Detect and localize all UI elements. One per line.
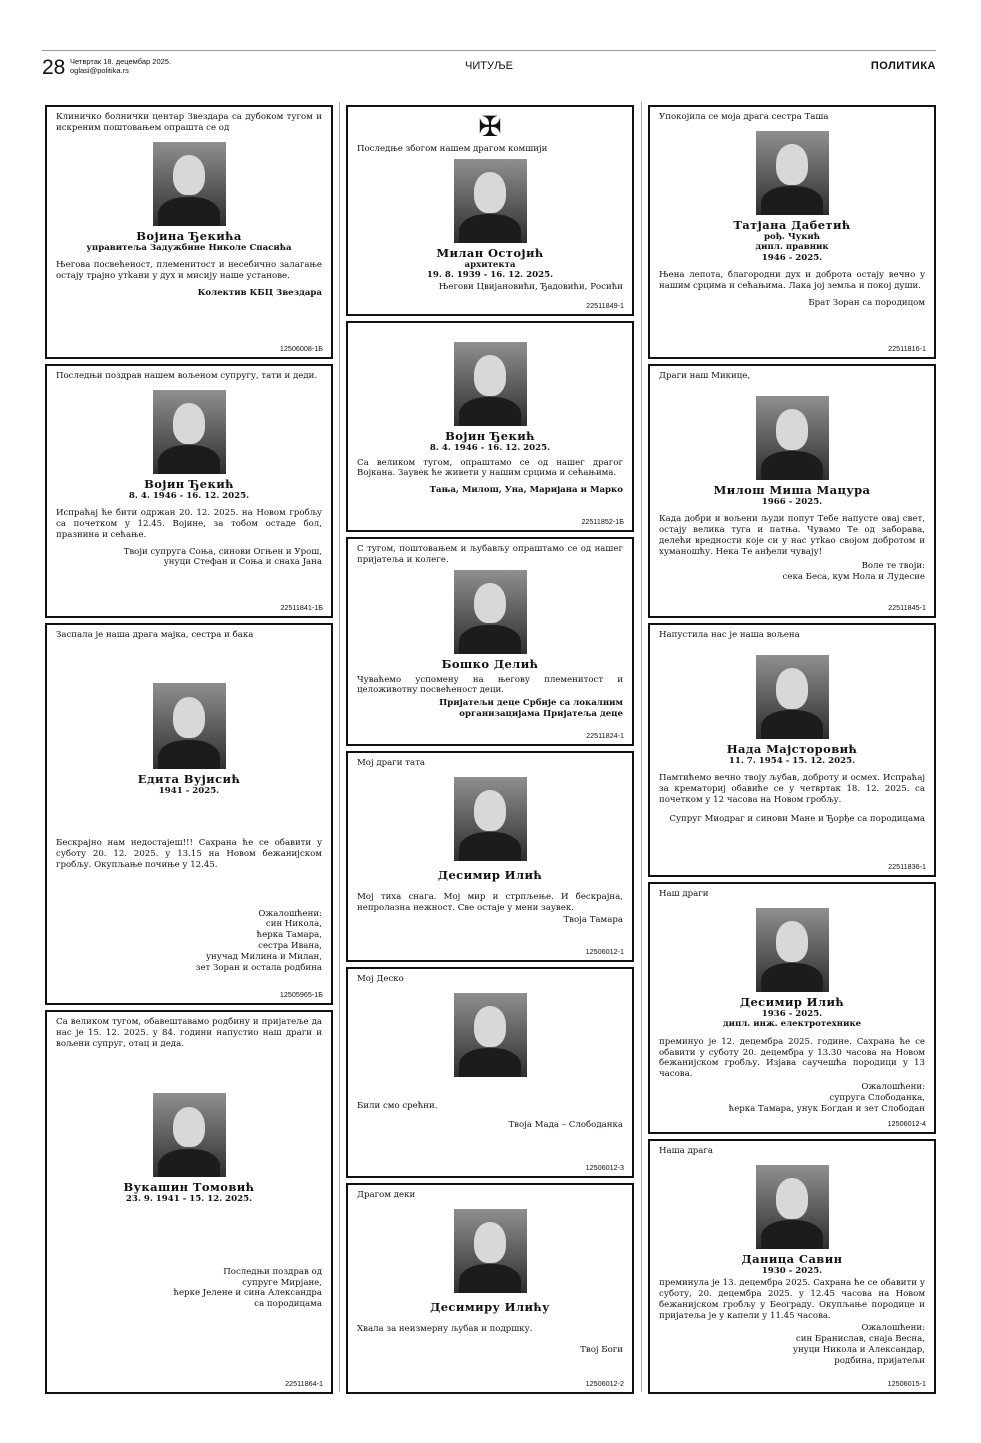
portrait-photo <box>756 1165 829 1249</box>
deceased-name: Милан Остојић <box>436 245 544 260</box>
obituary-notice <box>346 105 634 316</box>
notice-signature <box>56 547 322 569</box>
deceased-dates: 1941 - 2025. <box>158 785 220 796</box>
notice-signature <box>56 909 322 974</box>
obituary-notice <box>346 537 634 746</box>
signature-line: Твоји супруга Соња, синови Огњен и Урош, <box>123 546 322 557</box>
obituary-notice <box>648 882 936 1134</box>
notice-text: Били смо срећни. <box>357 1100 438 1111</box>
notice-text: Хвала за неизмерну љубав и подршку. <box>357 1323 533 1334</box>
deceased-dates: 1936 - 2025. <box>761 1008 823 1019</box>
notice-intro: Драгом деки <box>357 1190 416 1200</box>
ad-code: 12505965-1Б <box>279 990 323 1000</box>
notice-intro: Мој драги тата <box>357 758 426 768</box>
signature-line: Ожалошћени: <box>861 1081 925 1092</box>
notice-intro: Мој Деско <box>357 974 404 984</box>
signature-line: родбина, пријатељи <box>834 1355 925 1366</box>
deceased-dates: 1966 - 2025. <box>761 496 823 507</box>
obituary-notice <box>346 751 634 962</box>
deceased-dates: 19. 8. 1939 - 16. 12. 2025. <box>426 270 554 281</box>
portrait-photo <box>454 570 527 654</box>
notice-signature <box>659 1082 925 1114</box>
obituary-notice <box>346 321 634 532</box>
signature-line: ћерке Јелене и сина Александра <box>173 1288 322 1299</box>
ad-code: 12506012-4 <box>887 1119 926 1129</box>
signature-line: Воле те твоји: <box>861 561 925 572</box>
deceased-maiden-name: рођ. Чукић <box>763 231 821 242</box>
ad-code: 12506012-3 <box>585 1163 624 1173</box>
notice-text: Са великом тугом, опраштамо се од нашег драгог Војкана. Заувек ће живети у нашим срцима и сећањима. <box>357 457 623 479</box>
deceased-dates: 8. 4. 1946 - 16. 12. 2025. <box>429 443 551 453</box>
notice-intro: Последњи поздрав нашем вољеном супругу, тати и деди. <box>56 371 318 381</box>
notice-text: Њена лепота, благородни дух и доброта остају вечно у нашим срцима и сећањима. Лака јој земља и покој души. <box>659 270 925 292</box>
portrait-photo <box>756 908 829 992</box>
portrait-photo <box>756 655 829 739</box>
notice-text: Памтићемо вечно твоју љубав, доброту и осмех. Испраћај за крематориј обавиће се у четвртак 18. 12. 2025. са почетком у 12 часова на Новом гробљу. <box>659 773 925 805</box>
deceased-dates: 11. 7. 1954 - 15. 12. 2025. <box>728 755 856 766</box>
obituary-notice <box>346 1183 634 1394</box>
signature-line: Ожалошћени: <box>861 1323 925 1334</box>
deceased-dates: 1930 - 2025. <box>761 1265 823 1276</box>
notice-signature <box>659 561 925 583</box>
header-date: Четвртак 18. децембар 2025. <box>70 57 172 66</box>
portrait-photo <box>454 993 527 1077</box>
cross-icon: ✠ <box>478 110 502 143</box>
obituary-notice <box>346 967 634 1178</box>
page-header <box>42 50 936 79</box>
notice-signature: Твој Боги <box>580 1344 623 1355</box>
portrait-photo <box>454 159 527 243</box>
deceased-name: Вукашин Томовић <box>123 1180 255 1195</box>
signature-line: унуци Стефан и Соња и снаха Јана <box>163 557 322 568</box>
ad-code: 22511864-1 <box>285 1379 323 1389</box>
notice-signature: Брат Зоран са породицом <box>808 297 925 308</box>
signature-line: ћерка Тамара, <box>256 930 322 941</box>
obituary-notice <box>648 623 936 877</box>
deceased-name: Десимир Илић <box>437 867 543 882</box>
portrait-photo <box>153 1093 226 1177</box>
ad-code: 22511852-1Б <box>581 517 624 527</box>
deceased-name: Нада Мајсторовић <box>726 741 858 756</box>
newspaper-logo: ПОЛИТИКА <box>870 60 936 72</box>
obituary-notice <box>648 105 936 359</box>
deceased-name: Војина Ђекића <box>136 228 242 243</box>
deceased-dates: 8. 4. 1946 - 16. 12. 2025. <box>128 490 250 501</box>
portrait-photo <box>454 342 527 426</box>
signature-line: сестра Ивана, <box>258 941 322 952</box>
notice-signature: Његови Цвијановићи, Ђадовићи, Росићи <box>438 281 623 292</box>
notice-intro: Са великом тугом, обавештавамо родбину и пријатеље да нас је 15. 12. 2025. у 84. години напустио наш драги и вољени супруг, отац и деда. <box>56 1017 322 1049</box>
portrait-photo <box>153 142 226 226</box>
ad-code: 22511849-1 <box>586 301 624 311</box>
obituary-notice <box>45 623 333 1005</box>
signature-line: син Никола, <box>265 919 322 930</box>
portrait-photo <box>756 396 829 480</box>
notice-intro: Напустила нас је наша вољена <box>659 630 800 640</box>
notice-text: преминуо је 12. децембра 2025. године. Сахрана ће се обавити у суботу 20. децембра у 13.30 часова на Новом бежанијском гробљу. Изјава саучешћа породици у 13 часова. <box>659 1036 925 1080</box>
notice-intro: Последње збогом нашем драгом комшији <box>357 144 548 154</box>
ad-code: 22511845-1 <box>888 603 926 613</box>
deceased-name: Војин Ђекић <box>144 476 234 491</box>
deceased-name: Десимиру Илићу <box>430 1299 550 1314</box>
notice-signature: Супруг Миодраг и синови Мане и Ђорђе са породицама <box>669 813 925 824</box>
section-title: ЧИТУЉЕ <box>465 60 513 72</box>
notice-signature: Твоја Тамара <box>563 915 623 926</box>
portrait-photo <box>153 683 226 769</box>
portrait-photo <box>153 390 226 474</box>
signature-line: ћерка Тамара, унук Богдан и зет Слободан <box>728 1103 925 1114</box>
ad-code: 12506012-2 <box>585 1379 624 1389</box>
notice-intro: Наш драги <box>659 889 709 899</box>
obituary-notice <box>648 1139 936 1394</box>
deceased-name: Десимир Илић <box>739 994 845 1009</box>
signature-line: Пријатељи деце Србије са локалним <box>439 698 623 709</box>
ad-code: 22511841-1Б <box>280 603 323 613</box>
notice-signature <box>357 698 623 720</box>
signature-line: Последњи поздрав од <box>223 1266 322 1277</box>
notice-text: преминула је 13. децембра 2025. Сахрана ће се обавити у суботу, 20. децембра 2025. у 12.45 часова на Новом бежанијском гробљу у Београду. Окупљање породице и пријатеља је у капели у 11.45 часова. <box>659 1278 925 1321</box>
ad-code: 12506012-1 <box>585 947 624 957</box>
deceased-name: Татјана Дабетић <box>733 217 851 232</box>
notice-signature <box>56 1267 322 1310</box>
obituary-notice <box>45 105 333 359</box>
signature-line: организацијама Пријатеља деце <box>459 708 623 719</box>
deceased-title: дипл. инж. електротехнике <box>722 1019 862 1030</box>
notice-intro: Заспала је наша драга мајка, сестра и бака <box>56 630 254 640</box>
portrait-photo <box>756 131 829 215</box>
notice-intro: Наша драга <box>659 1146 714 1156</box>
obituary-notice <box>648 364 936 618</box>
deceased-dates: 1946 - 2025. <box>761 252 823 263</box>
notice-text: Када добри и вољени људи попут Тебе напусте овај свет, остају велика туга и патња. Чувамо Те од заборава, делећи вредности које си у нас утkао својом добротом и хуманошћу. Нека Те анђели чувају! <box>659 514 925 557</box>
deceased-title: архитекта <box>464 259 516 270</box>
notice-text: Његова посвећеност, племенитост и несебично залагање остају трајно утkани у дух и мисију наше установе. <box>56 260 322 281</box>
ad-code: 22511836-1 <box>888 862 926 872</box>
signature-line: супруга Слободанка, <box>829 1092 925 1103</box>
notice-signature <box>659 1323 925 1366</box>
ad-code: 22511816-1 <box>888 344 926 354</box>
signature-line: унучад Милина и Милан, <box>206 951 322 962</box>
deceased-name: Даница Савин <box>741 1251 843 1266</box>
page-number: 28 <box>42 56 66 79</box>
notice-signature: Тања, Милош, Уна, Маријана и Марко <box>429 485 623 496</box>
notice-intro: Драги наш Микице, <box>659 371 751 381</box>
header-email[interactable]: oglasi@politika.rs <box>70 66 129 75</box>
deceased-title: дипл. правник <box>755 242 829 253</box>
signature-line: унуци Никола и Александар, <box>792 1345 925 1356</box>
portrait-photo <box>454 777 527 861</box>
deceased-name: Бошко Делић <box>441 656 539 671</box>
notice-text: Мој тиха снага. Мој мир и стрпљење. И бескрајна, непролазна нежност. Све остаје у мени заувек. <box>357 891 623 913</box>
deceased-name: Едита Вујисић <box>137 771 241 786</box>
column-rule <box>641 102 642 1392</box>
notice-intro: Клиничко болнички центар Звездара са дубоком тугом и искреним поштовањем опрашта се од <box>56 112 322 133</box>
notice-intro: С тугом, поштовањем и љубављу опраштамо се од нашег пријатеља и колеге. <box>357 544 623 565</box>
signature-line: Ожалошћени: <box>258 908 322 919</box>
signature-line: сека Беса, кум Нола и Лудесие <box>782 572 925 583</box>
notice-signature: Твоја Мада – Слободанка <box>508 1119 623 1130</box>
ad-code: 12506015-1 <box>887 1379 926 1389</box>
deceased-title: управитеља Задужбине Николе Спасића <box>86 242 292 253</box>
ad-code: 12506008-1Б <box>279 344 323 354</box>
signature-line: са породицама <box>254 1299 322 1310</box>
notice-text: Испраћај ће бити одржан 20. 12. 2025. на Новом гробљу са почетком у 12.45. Војине, за тобом остаде бол, празнина и сећање. <box>56 508 322 540</box>
signature-line: зет Зоран и остала родбина <box>195 962 322 973</box>
ad-code: 22511824-1 <box>586 731 624 741</box>
obituary-notice <box>45 364 333 618</box>
signature-line: супруге Мирјане, <box>242 1277 322 1288</box>
notice-text: Бескрајно нам недостајеш!!! Сахрана ће се обавити у суботу 20. 12. 2025. у 13.15 на Новом бежанијском гробљу. Окупљање почиње у 12.45. <box>56 838 322 870</box>
notice-signature: Колектив КБЦ Звездара <box>197 287 322 298</box>
notice-intro: Упокојила се моја драга сестра Таша <box>659 112 829 122</box>
deceased-dates: 23. 9. 1941 - 15. 12. 2025. <box>125 1194 253 1205</box>
column-rule <box>339 102 340 1392</box>
portrait-photo <box>454 1209 527 1293</box>
signature-line: син Бранислав, снаја Весна, <box>795 1334 925 1345</box>
deceased-name: Милош Миша Мацура <box>713 482 871 497</box>
deceased-name: Војин Ђекић <box>445 429 535 443</box>
obituary-notice <box>45 1010 333 1394</box>
notice-text: Чуваћемо успомену на његову племенитост и целоживотну посвећеност деци. <box>357 674 623 696</box>
